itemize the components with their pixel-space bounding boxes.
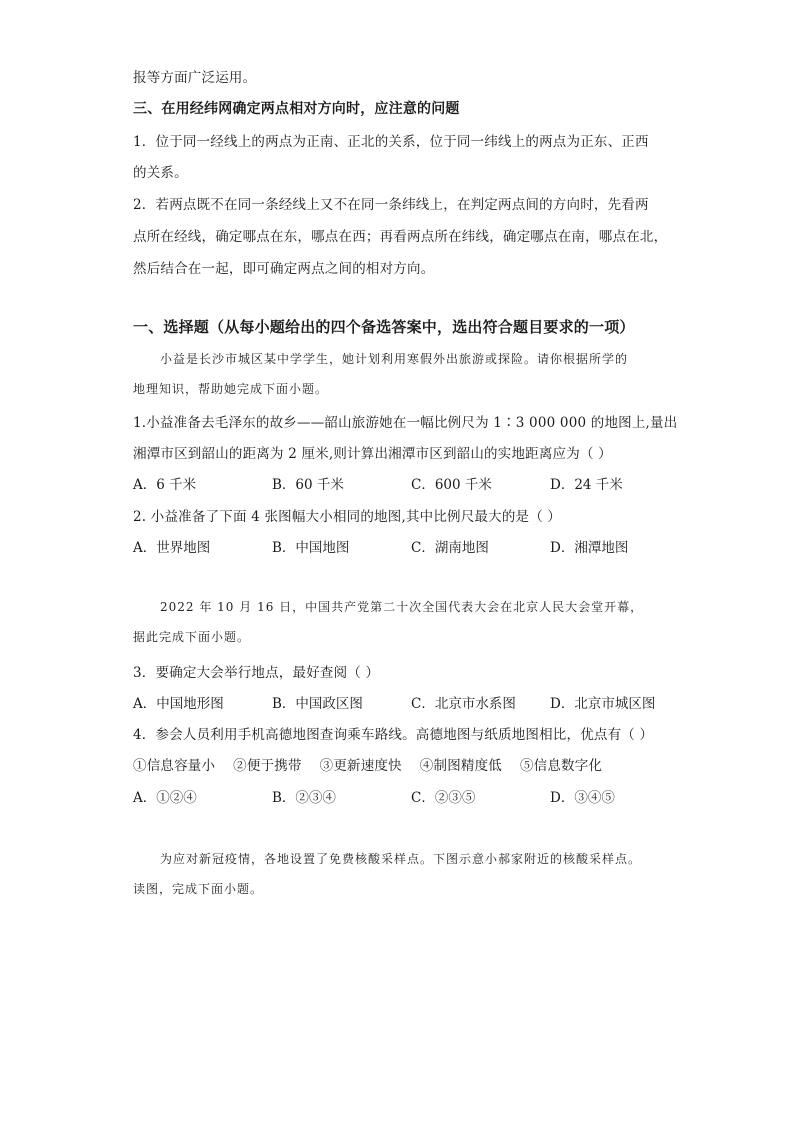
q2-line1: 2. 小益准备了下面 4 张图幅大小相同的地图,其中比例尺最大的是（ ） <box>133 509 562 525</box>
intro1-line1: 小益是长沙市城区某中学学生，她计划利用寒假外出旅游或探险。请你根据所学的 <box>160 352 629 366</box>
q2-option-a[interactable]: A．世界地图 <box>133 540 211 556</box>
q4-option-a[interactable]: A．①②④ <box>133 790 197 806</box>
item1-line2: 的关系。 <box>133 165 188 181</box>
q1-option-b[interactable]: B．60 千米 <box>272 477 344 493</box>
q1-option-a[interactable]: A．6 千米 <box>133 477 197 493</box>
q2-option-c[interactable]: C．湖南地图 <box>411 540 489 556</box>
q4-option-c[interactable]: C．②③⑤ <box>411 790 476 806</box>
section-heading-3: 三、在用经纬网确定两点相对方向时，应注意的问题 <box>133 101 460 117</box>
q1-option-d[interactable]: D．24 千米 <box>550 477 623 493</box>
intro3-line1: 为应对新冠疫情，各地设置了免费核酸采样点。下图示意小郝家附近的核酸采样点。 <box>160 852 642 866</box>
exercise-heading: 一、选择题（从每小题给出的四个备选答案中，选出符合题目要求的一项） <box>133 318 635 336</box>
continuation-text: 报等方面广泛运用。 <box>133 70 257 86</box>
q4-items: ①信息容量小 ②便于携带 ③更新速度快 ④制图精度低 ⑤信息数字化 <box>133 758 603 774</box>
intro3-line2: 读图，完成下面小题。 <box>133 882 264 896</box>
q1-line1: 1.小益准备去毛泽东的故乡——韶山旅游她在一幅比例尺为 1∶3 000 000 的地图上,量出 <box>133 415 678 431</box>
intro2-line1: 2022 年 10 月 16 日，中国共产党第二十次全国代表大会在北京人民大会堂开幕， <box>160 600 644 614</box>
q2-option-b[interactable]: B．中国地图 <box>272 540 350 556</box>
item1-line1: 1．位于同一经线上的两点为正南、正北的关系，位于同一纬线上的两点为正东、正西 <box>133 134 649 150</box>
q1-option-c[interactable]: C．600 千米 <box>411 477 492 493</box>
q3-option-d[interactable]: D．北京市城区图 <box>550 696 656 712</box>
q2-option-d[interactable]: D．湘潭地图 <box>550 540 629 556</box>
q4-line1: 4．参会人员利用手机高德地图查询乘车路线。高德地图与纸质地图相比，优点有（ ） <box>133 727 654 743</box>
item2-line3: 然后结合在一起，即可确定两点之间的相对方向。 <box>133 261 435 277</box>
q3-option-a[interactable]: A．中国地形图 <box>133 696 224 712</box>
item2-line2: 点所在经线，确定哪点在东，哪点在西；再看两点所在纬线，确定哪点在南，哪点在北， <box>133 229 668 245</box>
item2-line1: 2．若两点既不在同一条经线上又不在同一条纬线上，在判定两点间的方向时，先看两 <box>133 197 649 213</box>
q3-option-b[interactable]: B．中国政区图 <box>272 696 363 712</box>
q1-line2: 湘潭市区到韶山的距离为 2 厘米,则计算出湘潭市区到韶山的实地距离应为（ ） <box>133 446 612 462</box>
intro1-line2: 地理知识，帮助她完成下面小题。 <box>133 382 329 396</box>
q4-option-b[interactable]: B．②③④ <box>272 790 336 806</box>
q3-line1: 3．要确定大会举行地点，最好查阅（ ） <box>133 665 380 681</box>
q3-option-c[interactable]: C．北京市水系图 <box>411 696 516 712</box>
intro2-line2: 据此完成下面小题。 <box>133 630 251 644</box>
q4-option-d[interactable]: D．③④⑤ <box>550 790 615 806</box>
